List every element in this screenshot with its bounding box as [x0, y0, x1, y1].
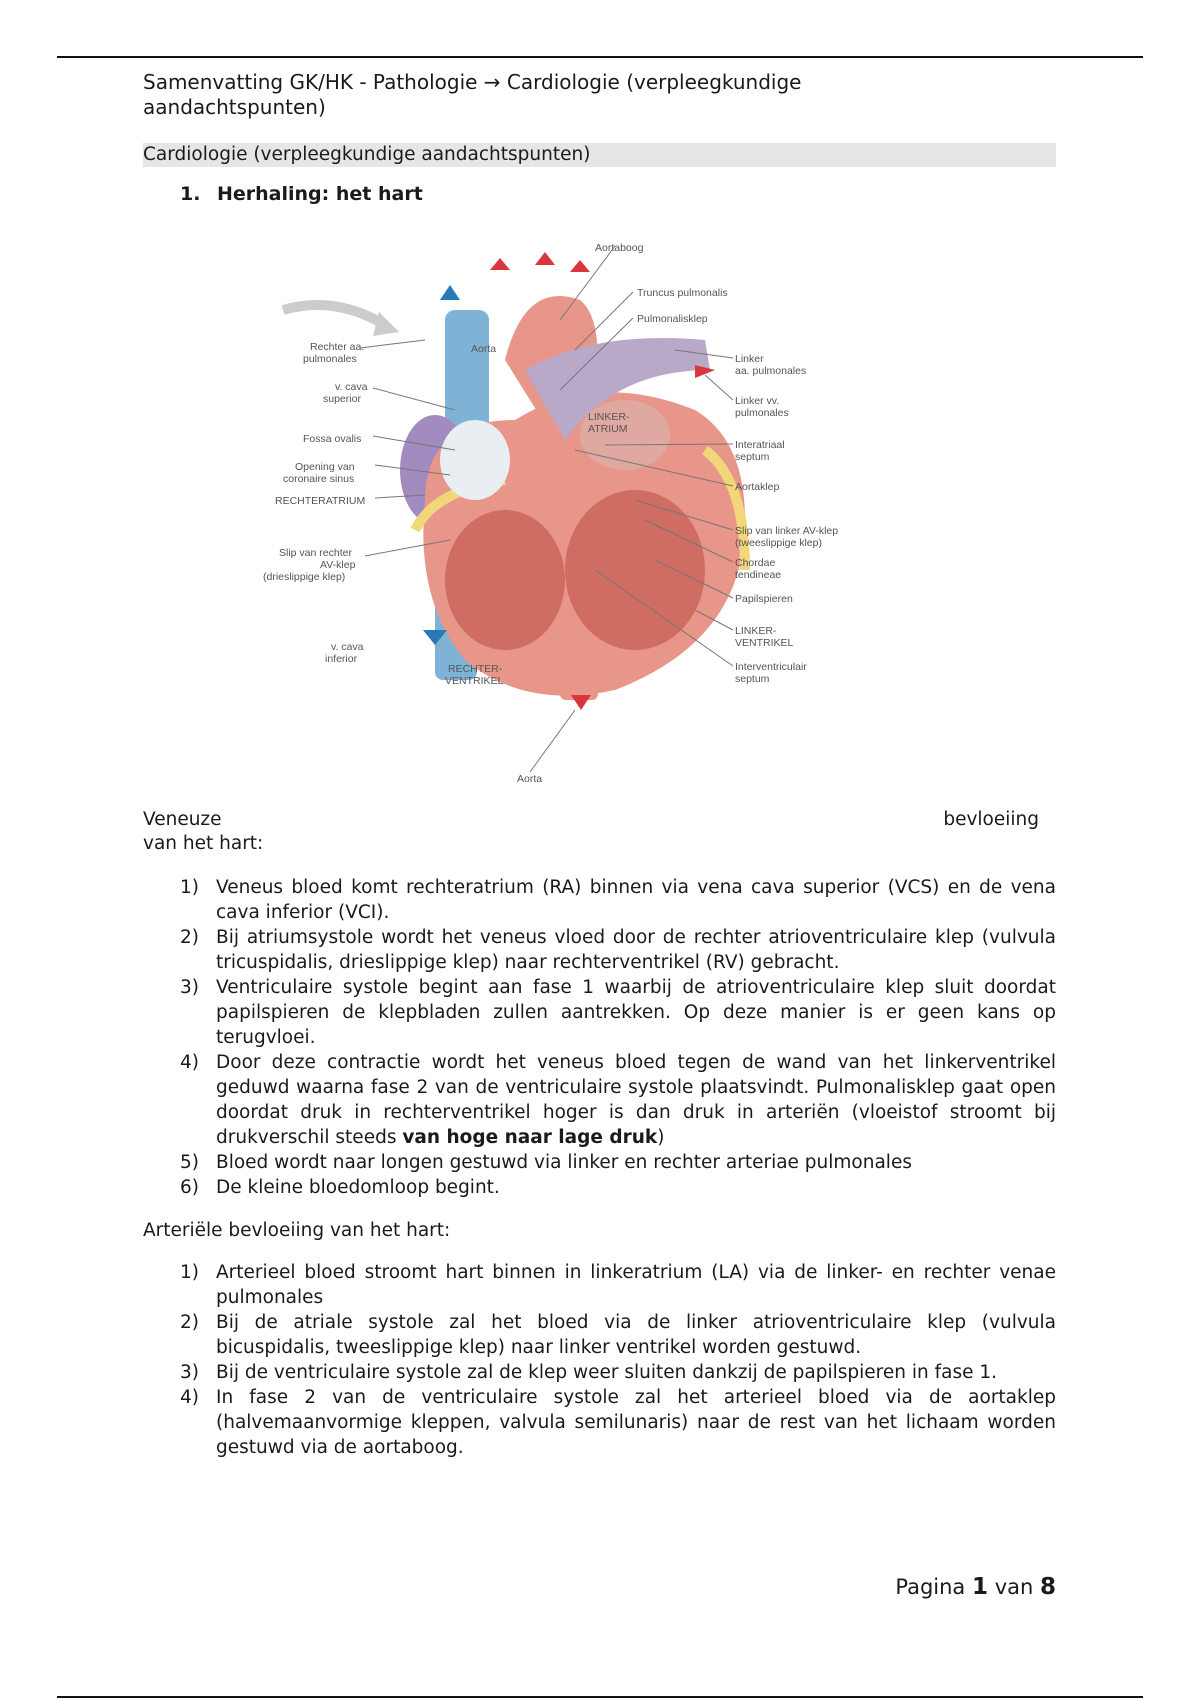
label-linker-vv-2: pulmonales: [735, 407, 789, 419]
list-item: 1) Arterieel bloed stroomt hart binnen in linkeratrium (LA) via de linker- en rechter venae pulmonales: [180, 1262, 1056, 1308]
heart-diagram: [263, 240, 935, 795]
right-atrium-chamber: [440, 420, 510, 500]
list-item: 4) In fase 2 van de ventriculaire systole zal het arterieel bloed via de aortaklep (halvemaanvormige kleppen, valvula semilunaris) naar de rest van het lichaam worden gestuwd via de aortaboog.: [180, 1387, 1056, 1458]
label-rechteratrium: RECHTERATRIUM: [275, 495, 366, 507]
label-truncus: Truncus pulmonalis: [637, 287, 728, 299]
label-aortaklep: Aortaklep: [735, 481, 780, 493]
left-ventricle-chamber: [565, 490, 705, 650]
label-rv-2: VENTRIKEL: [445, 675, 504, 687]
label-la-2: ATRIUM: [588, 423, 628, 435]
label-slip-r-3: (drieslippige klep): [263, 571, 346, 583]
label-linker-vv-1: Linker vv.: [735, 395, 780, 407]
label-slip-r-1: Slip van rechter: [279, 547, 352, 559]
label-chordae-2: tendineae: [735, 569, 782, 581]
label-slip-r-2: AV-klep: [320, 559, 356, 571]
label-fossa: Fossa ovalis: [303, 433, 362, 445]
label-slip-l-2: (tweeslippige klep): [735, 537, 822, 549]
section-title: Cardiologie (verpleegkundige aandachtspunten): [143, 143, 1056, 167]
red-arrow-3: [570, 260, 590, 272]
bold-phrase: van hoge naar lage druk: [402, 1127, 658, 1148]
footer-pagina: Pagina: [895, 1575, 966, 1599]
document-header: Samenvatting GK/HK - Pathologie → Cardiologie (verpleegkundige aandachtspunten): [143, 70, 802, 119]
heart-illustration: [263, 240, 935, 795]
intro-word-veneuze: Veneuze: [143, 809, 222, 830]
label-interatriaal-1: Interatriaal: [735, 439, 785, 451]
label-linker-aa-2: aa. pulmonales: [735, 365, 807, 377]
label-opening-2: coronaire sinus: [283, 473, 355, 485]
right-ventricle-chamber: [445, 510, 565, 650]
label-opening-1: Opening van: [295, 461, 355, 473]
intro-word-bevloeiing: bevloeiing: [943, 809, 1039, 830]
pointer-arrow: [283, 305, 385, 325]
list-item: 1) Veneus bloed komt rechteratrium (RA) binnen via vena cava superior (VCS) en de vena cava inferior (VCI).: [180, 877, 1056, 923]
label-lv-1: LINKER-: [735, 625, 777, 637]
arteriele-list: [180, 1260, 1056, 1460]
intro-second-line: van het hart:: [143, 833, 264, 854]
label-interventriculair-2: septum: [735, 673, 770, 685]
label-aorta-bottom: Aorta: [517, 773, 543, 785]
list-item: 5) Bloed wordt naar longen gestuwd via linker en rechter arteriae pulmonales: [180, 1152, 912, 1173]
footer-van: van: [994, 1575, 1034, 1599]
aorta-descending: [560, 660, 598, 700]
bottom-rule: [57, 1696, 1143, 1698]
red-arrow-1: [490, 258, 510, 270]
heading-number: 1.: [180, 183, 201, 205]
label-la-1: LINKER-: [588, 411, 630, 423]
arteriele-heading: Arteriële bevloeiing van het hart:: [143, 1220, 451, 1241]
list-item: 3) Bij de ventriculaire systole zal de klep weer sluiten dankzij de papilspieren in fase 1.: [180, 1362, 998, 1383]
label-slip-l-1: Slip van linker AV-klep: [735, 525, 839, 537]
label-interatriaal-2: septum: [735, 451, 770, 463]
heading-herhaling: [180, 183, 423, 205]
heading-text: Herhaling: het hart: [217, 183, 423, 205]
label-rechter-aa-1: Rechter aa.: [310, 341, 365, 353]
label-rv-1: RECHTER-: [448, 663, 503, 675]
label-interventriculair-1: Interventriculair: [735, 661, 807, 673]
list-item: 2) Bij atriumsystole wordt het veneus vloed door de rechter atrioventriculaire klep (vulvula tricuspidalis, drieslippige klep) naar rechterventrikel (RV) gebracht.: [180, 927, 1056, 973]
top-rule: [57, 56, 1143, 58]
label-lv-2: VENTRIKEL: [735, 637, 794, 649]
list-item: 4) Door deze contractie wordt het veneus bloed tegen de wand van het linkerventrikel geduwd waarna fase 2 van de ventriculaire systole plaatsvindt. Pulmonalisklep gaat open doordat druk in rechterventrikel hoger is dan druk in arteriën (vloeistof stroomt bij drukverschil steeds van hoge naar lage druk): [180, 1052, 1056, 1148]
red-arrow-aorta: [571, 695, 591, 710]
intro-first-line: [143, 808, 1039, 832]
label-aorta-top: Aorta: [471, 343, 497, 355]
footer-page-number: 1: [971, 1574, 988, 1600]
label-pulmonalisklep: Pulmonalisklep: [637, 313, 708, 325]
blue-arrow-top: [440, 285, 460, 300]
red-arrow-2: [535, 252, 555, 265]
label-chordae-1: Chordae: [735, 557, 776, 569]
list-item: 6) De kleine bloedomloop begint.: [180, 1177, 500, 1198]
label-vcava-sup-2: superior: [323, 393, 361, 405]
label-linker-aa-1: Linker: [735, 353, 764, 365]
page-footer: [880, 1574, 1056, 1600]
list-item: 3) Ventriculaire systole begint aan fase 1 waarbij de atrioventriculaire klep sluit doordat papilspieren de klepbladen zullen aantrekken. Op deze manier is er geen kans op terugvloei.: [180, 977, 1056, 1048]
label-vcava-inf-2: inferior: [325, 653, 358, 665]
label-vcava-sup-1: v. cava: [335, 381, 368, 393]
label-papilspieren: Papilspieren: [735, 593, 793, 605]
footer-total-pages: 8: [1039, 1574, 1056, 1600]
veneuze-list: [180, 875, 1056, 1200]
label-vcava-inf-1: v. cava: [331, 641, 364, 653]
list-item: 2) Bij de atriale systole zal het bloed via de linker atrioventriculaire klep (vulvula bicuspidalis, tweeslippige klep) naar linker ventrikel worden gestuwd.: [180, 1312, 1056, 1358]
label-rechter-aa-2: pulmonales: [303, 353, 357, 365]
label-aortaboog: Aortaboog: [595, 242, 644, 254]
veneuze-intro: [143, 808, 1039, 856]
